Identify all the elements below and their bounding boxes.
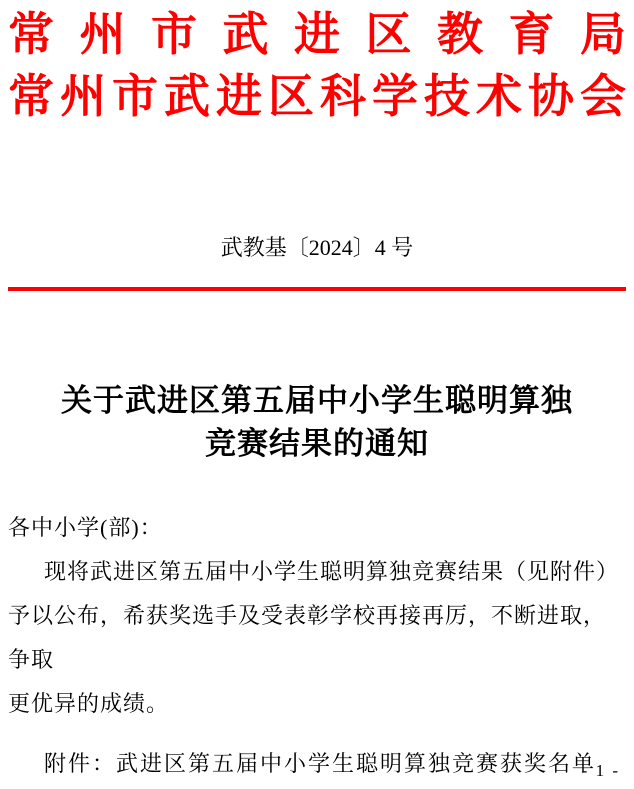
document-title-line2: 竞赛结果的通知 [205, 426, 429, 461]
letterhead-character: 市 [151, 9, 197, 60]
letterhead-character: 武 [164, 71, 210, 122]
letterhead-character: 进 [216, 71, 262, 122]
letterhead-character: 州 [60, 71, 106, 122]
letterhead-character: 术 [476, 71, 522, 122]
red-letterhead [8, 8, 626, 124]
letterhead-character: 育 [508, 9, 555, 60]
letterhead-character: 区 [365, 9, 412, 60]
paragraph-line: 予以公布，希获奖选手及受表彰学校再接再厉，不断进取，争取 [8, 603, 607, 672]
letterhead-character: 技 [424, 71, 470, 122]
letterhead-character: 常 [8, 71, 54, 122]
letterhead-character: 会 [580, 71, 626, 122]
letterhead-line-science-association [8, 70, 626, 124]
paragraph-line: 更优异的成绩。 [8, 691, 170, 716]
letterhead-character: 学 [372, 71, 418, 122]
letterhead-character: 局 [580, 9, 626, 60]
letterhead-character: 科 [320, 71, 366, 122]
letterhead-line-education-bureau [8, 8, 626, 62]
attachment-reference: 附件：武进区第五届中小学生聪明算独竞赛获奖名单 [44, 751, 597, 776]
red-divider-rule [8, 287, 626, 291]
letterhead-character: 州 [79, 9, 126, 60]
letterhead-character: 教 [437, 9, 483, 60]
letterhead-character: 进 [294, 9, 340, 60]
paragraph-line: 现将武进区第五届中小学生聪明算独竞赛结果（见附件） [44, 559, 620, 584]
letterhead-character: 市 [112, 71, 158, 122]
letterhead-character: 常 [8, 9, 54, 60]
letterhead-character: 协 [528, 71, 574, 122]
document-title-line1: 关于武进区第五届中小学生聪明算独 [61, 383, 573, 418]
salutation: 各中小学(部)： [8, 515, 163, 540]
page-number: - 1 - [581, 761, 620, 780]
letterhead-character: 武 [222, 9, 269, 60]
document-body [8, 506, 626, 786]
document-title [0, 379, 634, 465]
letterhead-character: 区 [268, 71, 314, 122]
document-number: 武教基〔2024〕4 号 [220, 235, 414, 260]
